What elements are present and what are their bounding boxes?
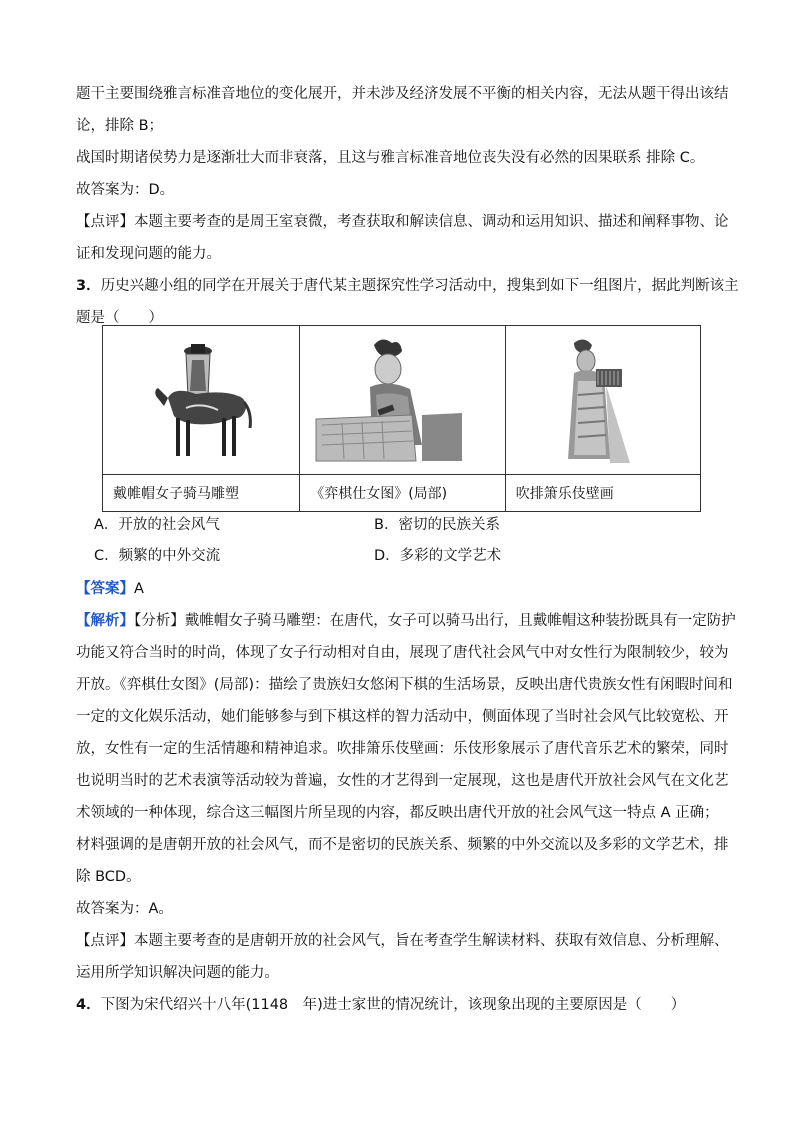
answer-line: 故答案为：D。 [76, 182, 175, 198]
panpipe-musician-image [505, 326, 700, 475]
text-line: 战国时期诸侯势力是逐渐壮大而非衰落，且这与雅言标准音地位丧失没有必然的因果联系 排除 C。 [76, 150, 705, 166]
text-line: 论，排除 B； [76, 118, 164, 134]
option-a: A．开放的社会风气 [94, 517, 220, 533]
analysis-line: 开放。《弈棋仕女图》(局部)：描绘了贵族妇女悠闲下棋的生活场景，反映出唐代贵族女性有闲暇时间和 [76, 677, 733, 693]
analysis-line: 一定的文化娱乐活动，她们能够参与到下棋这样的智力活动中，侧面体现了当时社会风气比较宽松、开 [76, 709, 729, 725]
question-3-stem [76, 270, 748, 302]
analysis-line: 术领域的一种体现，综合这三幅图片所呈现的内容，都反映出唐代开放的社会风气这一特点 A 正确； [76, 805, 719, 821]
analysis-line: 放，女性有一定的生活情趣和精神追求。吹排箫乐伎壁画：乐伎形象展示了唐代音乐艺术的繁荣，同时 [76, 741, 729, 757]
answer-value: A [134, 581, 144, 597]
comment [76, 206, 748, 238]
caption-chess-lady: 《弈棋仕女图》(局部) [300, 475, 505, 512]
analysis-line: 功能又符合当时的时尚，体现了女子行动相对自由，展现了唐代社会风气中对女性行为限制较少，较为 [76, 645, 729, 661]
analysis-line: 除 BCD。 [76, 869, 141, 885]
comment-tag: 【点评】 [76, 214, 134, 230]
chess-lady-image [300, 326, 505, 475]
image-table [102, 325, 701, 512]
comment-text: 本题主要考查的是周王室衰微，考查获取和解读信息、调动和运用知识、描述和阐释事物、论 [134, 214, 729, 230]
horse-rider-image [103, 326, 300, 475]
comment-tag: 【点评】 [76, 933, 134, 949]
analysis-line: 也说明当时的艺术表演等活动较为普遍，女性的才艺得到一定展现，这也是唐代开放社会风气在文化艺 [76, 773, 729, 789]
stem-text: 历史兴趣小组的同学在开展关于唐代某主题探究性学习活动中，搜集到如下一组图片，据此判断该主 [100, 278, 739, 294]
answer-tag: 【答案】 [76, 581, 134, 597]
text-line: 运用所学知识解决问题的能力。 [76, 965, 279, 981]
options-block [94, 510, 654, 572]
option-c: C．频繁的中外交流 [94, 548, 221, 564]
text-line: 题干主要围绕雅言标准音地位的变化展开，并未涉及经济发展不平衡的相关内容，无法从题干得出该结 [76, 86, 729, 102]
caption-horse-rider: 戴帷帽女子骑马雕塑 [103, 475, 300, 512]
answer [76, 573, 748, 605]
chess-lady-icon [312, 335, 492, 465]
stem-text: 下图为宋代绍兴十八年(1148 年)进士家世的情况统计，该现象出现的主要原因是（ ） [100, 997, 686, 1013]
analysis-line: 材料强调的是唐朝开放的社会风气，而不是密切的民族关系、频繁的中外交流以及多彩的文学艺术，排 [76, 837, 729, 853]
option-b: B．密切的民族关系 [374, 517, 500, 533]
text-line: 证和发现问题的能力。 [76, 246, 221, 262]
question-number: 4． [76, 997, 101, 1013]
analysis-tag: 【解析】 [76, 613, 134, 629]
analysis-text: 【分析】戴帷帽女子骑马雕塑：在唐代，女子可以骑马出行，且戴帷帽这种装扮既具有一定防护 [134, 613, 736, 629]
previous-solution [76, 78, 748, 334]
horse-rider-icon [146, 336, 256, 464]
comment-text: 本题主要考查的是唐朝开放的社会风气，旨在考查学生解读材料、获取有效信息、分析理解、 [134, 933, 729, 949]
comment [76, 925, 748, 957]
text-line: 题是（ ） [76, 310, 163, 326]
question-3-solution [76, 573, 748, 1021]
caption-panpipe-musician: 吹排箫乐伎壁画 [505, 475, 700, 512]
analysis-first-line [76, 605, 748, 637]
panpipe-musician-icon [548, 335, 658, 465]
question-number: 3． [76, 278, 101, 294]
question-4-stem [76, 989, 748, 1021]
final-answer: 故答案为：A。 [76, 901, 173, 917]
option-d: D．多彩的文学艺术 [374, 548, 502, 564]
